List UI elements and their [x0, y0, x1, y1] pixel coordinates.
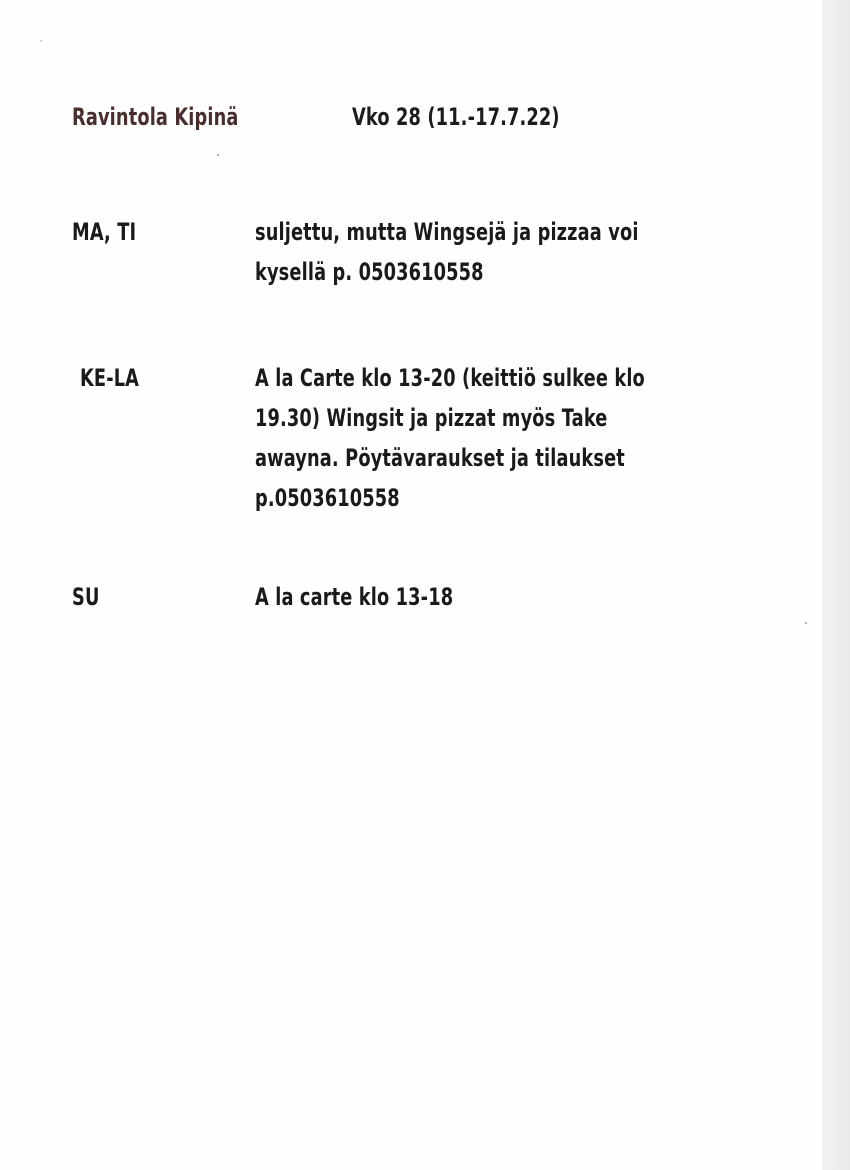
paper-speck: [40, 40, 42, 42]
schedule-line: awayna. Pöytävaraukset ja tilaukset: [255, 444, 625, 472]
week-label: Vko 28 (11.-17.7.22): [352, 103, 560, 131]
paper-speck: [805, 622, 807, 624]
paper-speck: [217, 154, 219, 156]
schedule-line: A la Carte klo 13-20 (keittiö sulkee klo: [255, 364, 645, 392]
schedule-line: 19.30) Wingsit ja pizzat myös Take: [255, 404, 608, 432]
day-label-ke-la: KE-LA: [80, 364, 140, 392]
day-label-ma-ti: MA, TI: [72, 218, 137, 246]
restaurant-name: Ravintola Kipinä: [72, 103, 239, 131]
schedule-line: suljettu, mutta Wingsejä ja pizzaa voi: [255, 218, 639, 246]
paper-edge: [822, 0, 850, 1170]
schedule-line: A la carte klo 13-18: [255, 583, 454, 611]
schedule-line: p.0503610558: [255, 484, 400, 512]
day-label-su: SU: [72, 583, 100, 611]
schedule-line: kysellä p. 0503610558: [255, 258, 484, 286]
